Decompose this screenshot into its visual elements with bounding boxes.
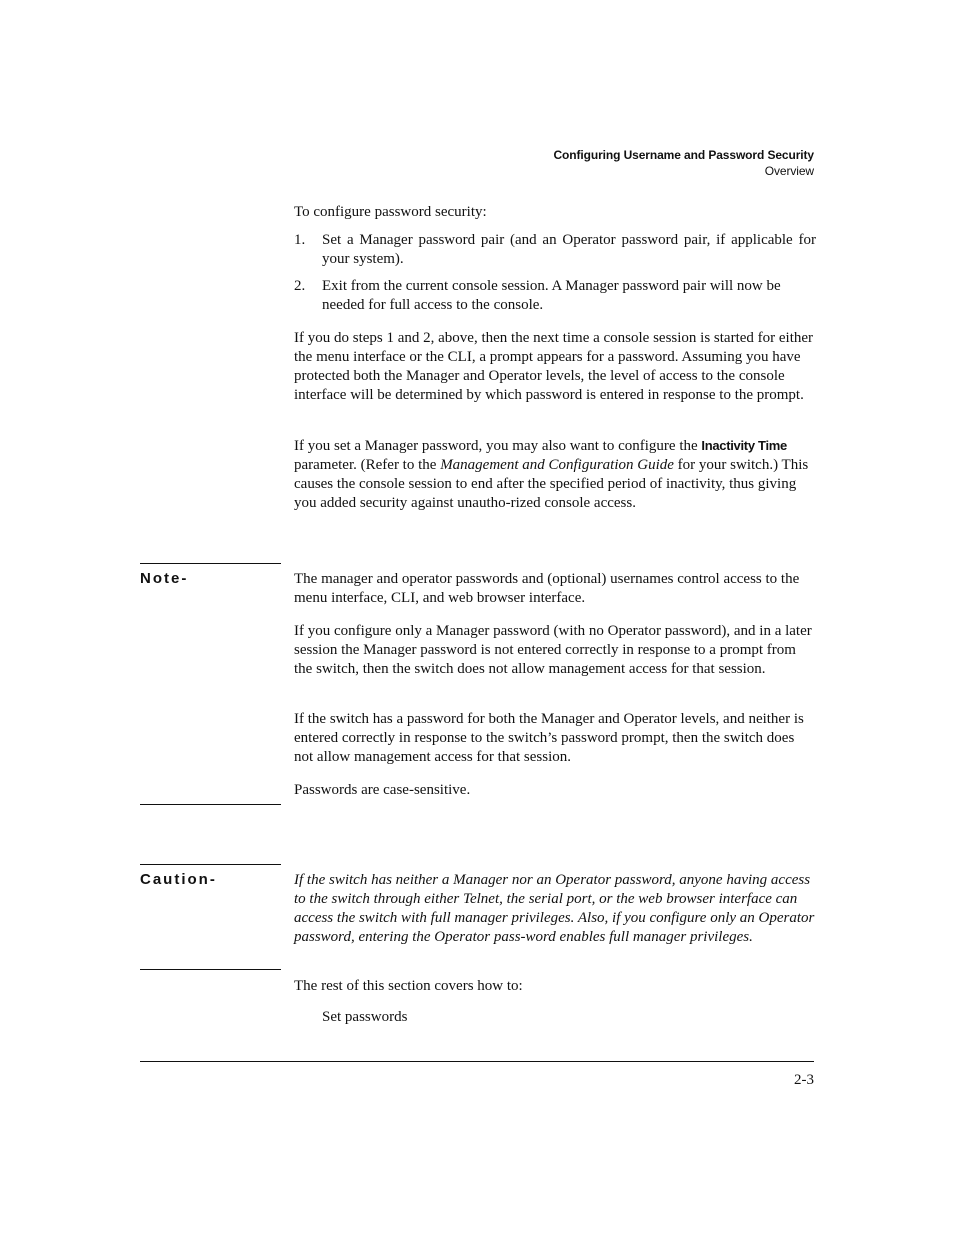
guide-title: Management and Configuration Guide (440, 457, 674, 473)
caution-text: If the switch has neither a Manager nor an Operator password, anyone having access to the switch through either Telnet, the serial port, or the web browser interface can access the switch with full manager privileges. Also, if you configure only an Operator password, entering the Operator pass-word enables full manager privileges. (294, 872, 815, 945)
note-paragraph-4: Passwords are case-sensitive. (294, 782, 471, 798)
paragraph-inactivity (294, 436, 816, 513)
running-header-subtitle: Overview (764, 164, 814, 178)
caution-bottom-rule (140, 969, 281, 970)
note-bottom-rule (140, 804, 281, 805)
step-1-number: 1. (294, 232, 306, 248)
page-number: 2-3 (794, 1072, 814, 1088)
step-1-text: Set a Manager password pair (and an Operator password pair, if applicable for your system). (322, 232, 816, 267)
running-header-title: Configuring Username and Password Security (553, 148, 814, 162)
note-paragraph-2: If you configure only a Manager password (with no Operator password), and in a later session the Manager password is not entered correctly in response to a prompt from the switch, then the switch does not allow management access for that session. (294, 623, 812, 677)
note-paragraph-1: The manager and operator passwords and (optional) usernames control access to the menu interface, CLI, and web browser interface. (294, 571, 800, 606)
inactivity-part3: for your switch.) This causes the console session to end after the specified period of inactivity, thus giving you added security against unautho-rized console access. (294, 457, 809, 511)
step-2-text: Exit from the current console session. A Manager password pair will now be needed for full access to the console. (322, 278, 781, 313)
note-label: Note- (140, 570, 189, 587)
intro-text: To configure password security: (294, 204, 487, 220)
note-top-rule (140, 563, 281, 564)
caution-top-rule (140, 864, 281, 865)
inactivity-part1: If you set a Manager password, you may also want to configure the (294, 438, 702, 454)
note-paragraph-3: If the switch has a password for both the Manager and Operator levels, and neither is entered correctly in response to the switch’s password prompt, then the switch does not allow management access for that session. (294, 711, 804, 765)
rest-intro-text: The rest of this section covers how to: (294, 978, 523, 994)
step-2-number: 2. (294, 278, 306, 294)
inactivity-part2: parameter. (Refer to the (294, 457, 441, 473)
paragraph-steps-result: If you do steps 1 and 2, above, then the next time a console session is started for either the menu interface or the CLI, a prompt appears for a password. Assuming you have protected both the Manager and Operator levels, the level of access to the console interface will be determined by which password is entered in response to the prompt. (294, 330, 814, 403)
inactivity-time-param: Inactivity Time (701, 438, 787, 453)
caution-label: Caution- (140, 871, 217, 888)
rest-item-set-passwords: Set passwords (322, 1009, 408, 1025)
footer-rule (140, 1061, 814, 1062)
